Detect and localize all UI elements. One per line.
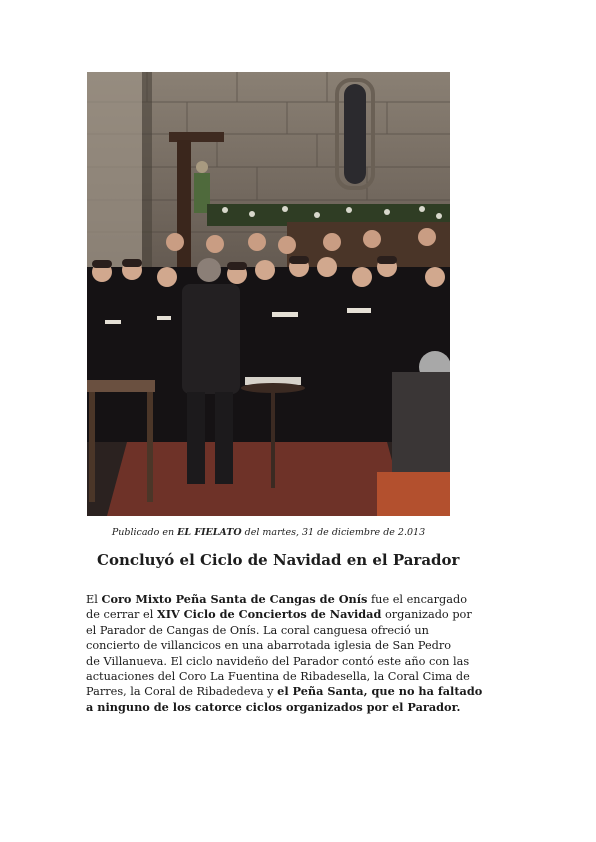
article-line: actuaciones del Coro La Fuentina de Ribadesella, la Coral Cima de bbox=[86, 670, 470, 684]
choir-photo-illustration bbox=[87, 72, 450, 516]
article-line bbox=[86, 607, 506, 622]
text-span: organizado por bbox=[381, 608, 472, 622]
choir-photo bbox=[87, 72, 450, 516]
text-span: Parres, la Coral de Ribadedeva y bbox=[86, 685, 278, 699]
bold-span: Coro Mixto Peña Santa de Cangas de Onís bbox=[101, 592, 368, 606]
text-span: de cerrar el bbox=[86, 608, 157, 622]
article-line bbox=[86, 700, 506, 715]
caption-prefix: Publicado en bbox=[111, 527, 178, 538]
article-line: de Villanueva. El ciclo navideño del Parador contó este año con las bbox=[86, 654, 470, 668]
text-span: El bbox=[86, 593, 102, 606]
caption-source: EL FIELATO bbox=[177, 527, 242, 538]
article-line bbox=[86, 592, 506, 607]
article-body bbox=[86, 592, 506, 715]
text-span: fue el encargado bbox=[367, 593, 468, 606]
article-line: concierto de villancicos en una abarrotada iglesia de San Pedro bbox=[86, 639, 452, 653]
photo-caption bbox=[87, 527, 450, 538]
bold-span: el Peña Santa, que no ha faltado bbox=[277, 684, 483, 699]
bold-span: XIV Ciclo de Conciertos de Navidad bbox=[156, 607, 382, 622]
bold-span: a ninguno de los catorce ciclos organizados por el Parador. bbox=[86, 699, 461, 714]
caption-suffix: del martes, 31 de diciembre de 2.013 bbox=[241, 527, 426, 538]
article-line bbox=[86, 684, 506, 699]
article-line: el Parador de Cangas de Onís. La coral canguesa ofreció un bbox=[86, 623, 429, 637]
article-headline: Concluyó el Ciclo de Navidad en el Parador bbox=[97, 551, 460, 569]
